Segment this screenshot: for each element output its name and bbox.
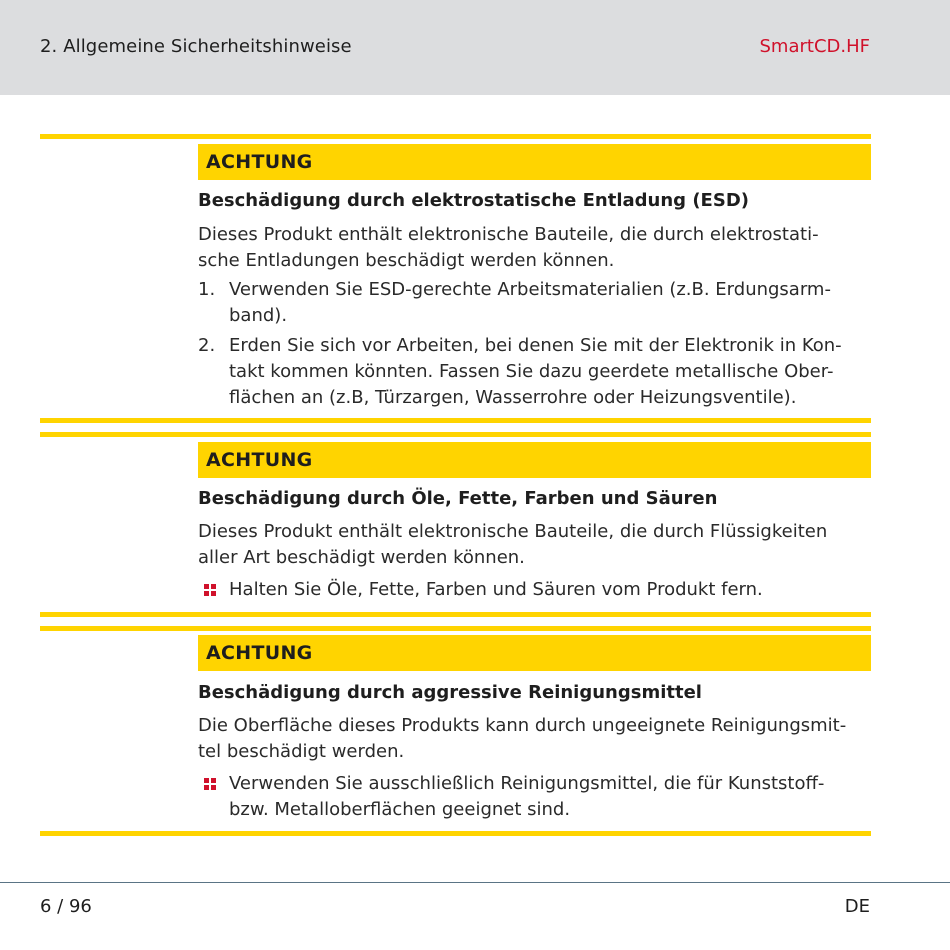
step-number: 2. [198, 335, 216, 356]
step-number: 1. [198, 279, 216, 300]
bullet-text-line: Halten Sie Öle, Fette, Farben und Säuren vom Produkt fern. [229, 579, 763, 600]
product-name: SmartCD.HF [759, 36, 870, 57]
section-title: 2. Allgemeine Sicherheitshinweise [40, 36, 352, 57]
step-text-line: flächen an (z.B, Türzargen, Wasserrohre oder Heizungsventile). [229, 387, 797, 408]
language-code: DE [844, 896, 870, 917]
bullet-text [229, 771, 869, 823]
notice-text-line: Die Oberfläche dieses Produkts kann durch ungeeignete Reinigungsmit- [198, 715, 847, 736]
notice-text-line: aller Art beschädigt werden können. [198, 547, 525, 568]
notice-top-rule [40, 432, 871, 437]
red-square-bullet-icon [204, 584, 216, 596]
notice-title: Beschädigung durch aggressive Reinigungsmittel [198, 682, 702, 703]
notice-label-bar [198, 442, 871, 478]
notice-top-rule [40, 134, 871, 139]
step-text-line: Verwenden Sie ESD-gerechte Arbeitsmaterialien (z.B. Erdungsarm- [229, 279, 831, 300]
red-square-bullet-icon [204, 778, 216, 790]
footer-divider [0, 882, 950, 883]
step-text [229, 277, 869, 329]
step-text-line: takt kommen könnten. Fassen Sie dazu geerdete metallische Ober- [229, 361, 834, 382]
notice-title: Beschädigung durch elektrostatische Entladung (ESD) [198, 190, 749, 211]
notice-text-line: sche Entladungen beschädigt werden können. [198, 250, 615, 271]
step-text-line: band). [229, 305, 288, 326]
notice-bottom-rule [40, 612, 871, 617]
notice-bottom-rule [40, 418, 871, 423]
notice-text-line: Dieses Produkt enthält elektronische Bauteile, die durch Flüssigkeiten [198, 521, 828, 542]
notice-label: ACHTUNG [206, 642, 313, 664]
notice-text-line: tel beschädigt werden. [198, 741, 405, 762]
notice-label-bar [198, 144, 871, 180]
notice-label: ACHTUNG [206, 449, 313, 471]
step-text [229, 333, 869, 411]
notice-label-bar [198, 635, 871, 671]
bullet-text-line: bzw. Metalloberflächen geeignet sind. [229, 799, 571, 820]
bullet-text [229, 577, 869, 603]
notice-top-rule [40, 626, 871, 631]
notice-title: Beschädigung durch Öle, Fette, Farben und Säuren [198, 488, 718, 509]
bullet-text-line: Verwenden Sie ausschließlich Reinigungsmittel, die für Kunststoff- [229, 773, 825, 794]
page-number: 6 / 96 [40, 896, 92, 917]
notice-text [198, 222, 871, 274]
notice-text-line: Dieses Produkt enthält elektronische Bauteile, die durch elektrostati- [198, 224, 819, 245]
notice-bottom-rule [40, 831, 871, 836]
step-text-line: Erden Sie sich vor Arbeiten, bei denen Sie mit der Elektronik in Kon- [229, 335, 842, 356]
notice-text [198, 713, 871, 765]
page-header [0, 0, 950, 95]
notice-text [198, 519, 871, 571]
notice-label: ACHTUNG [206, 151, 313, 173]
